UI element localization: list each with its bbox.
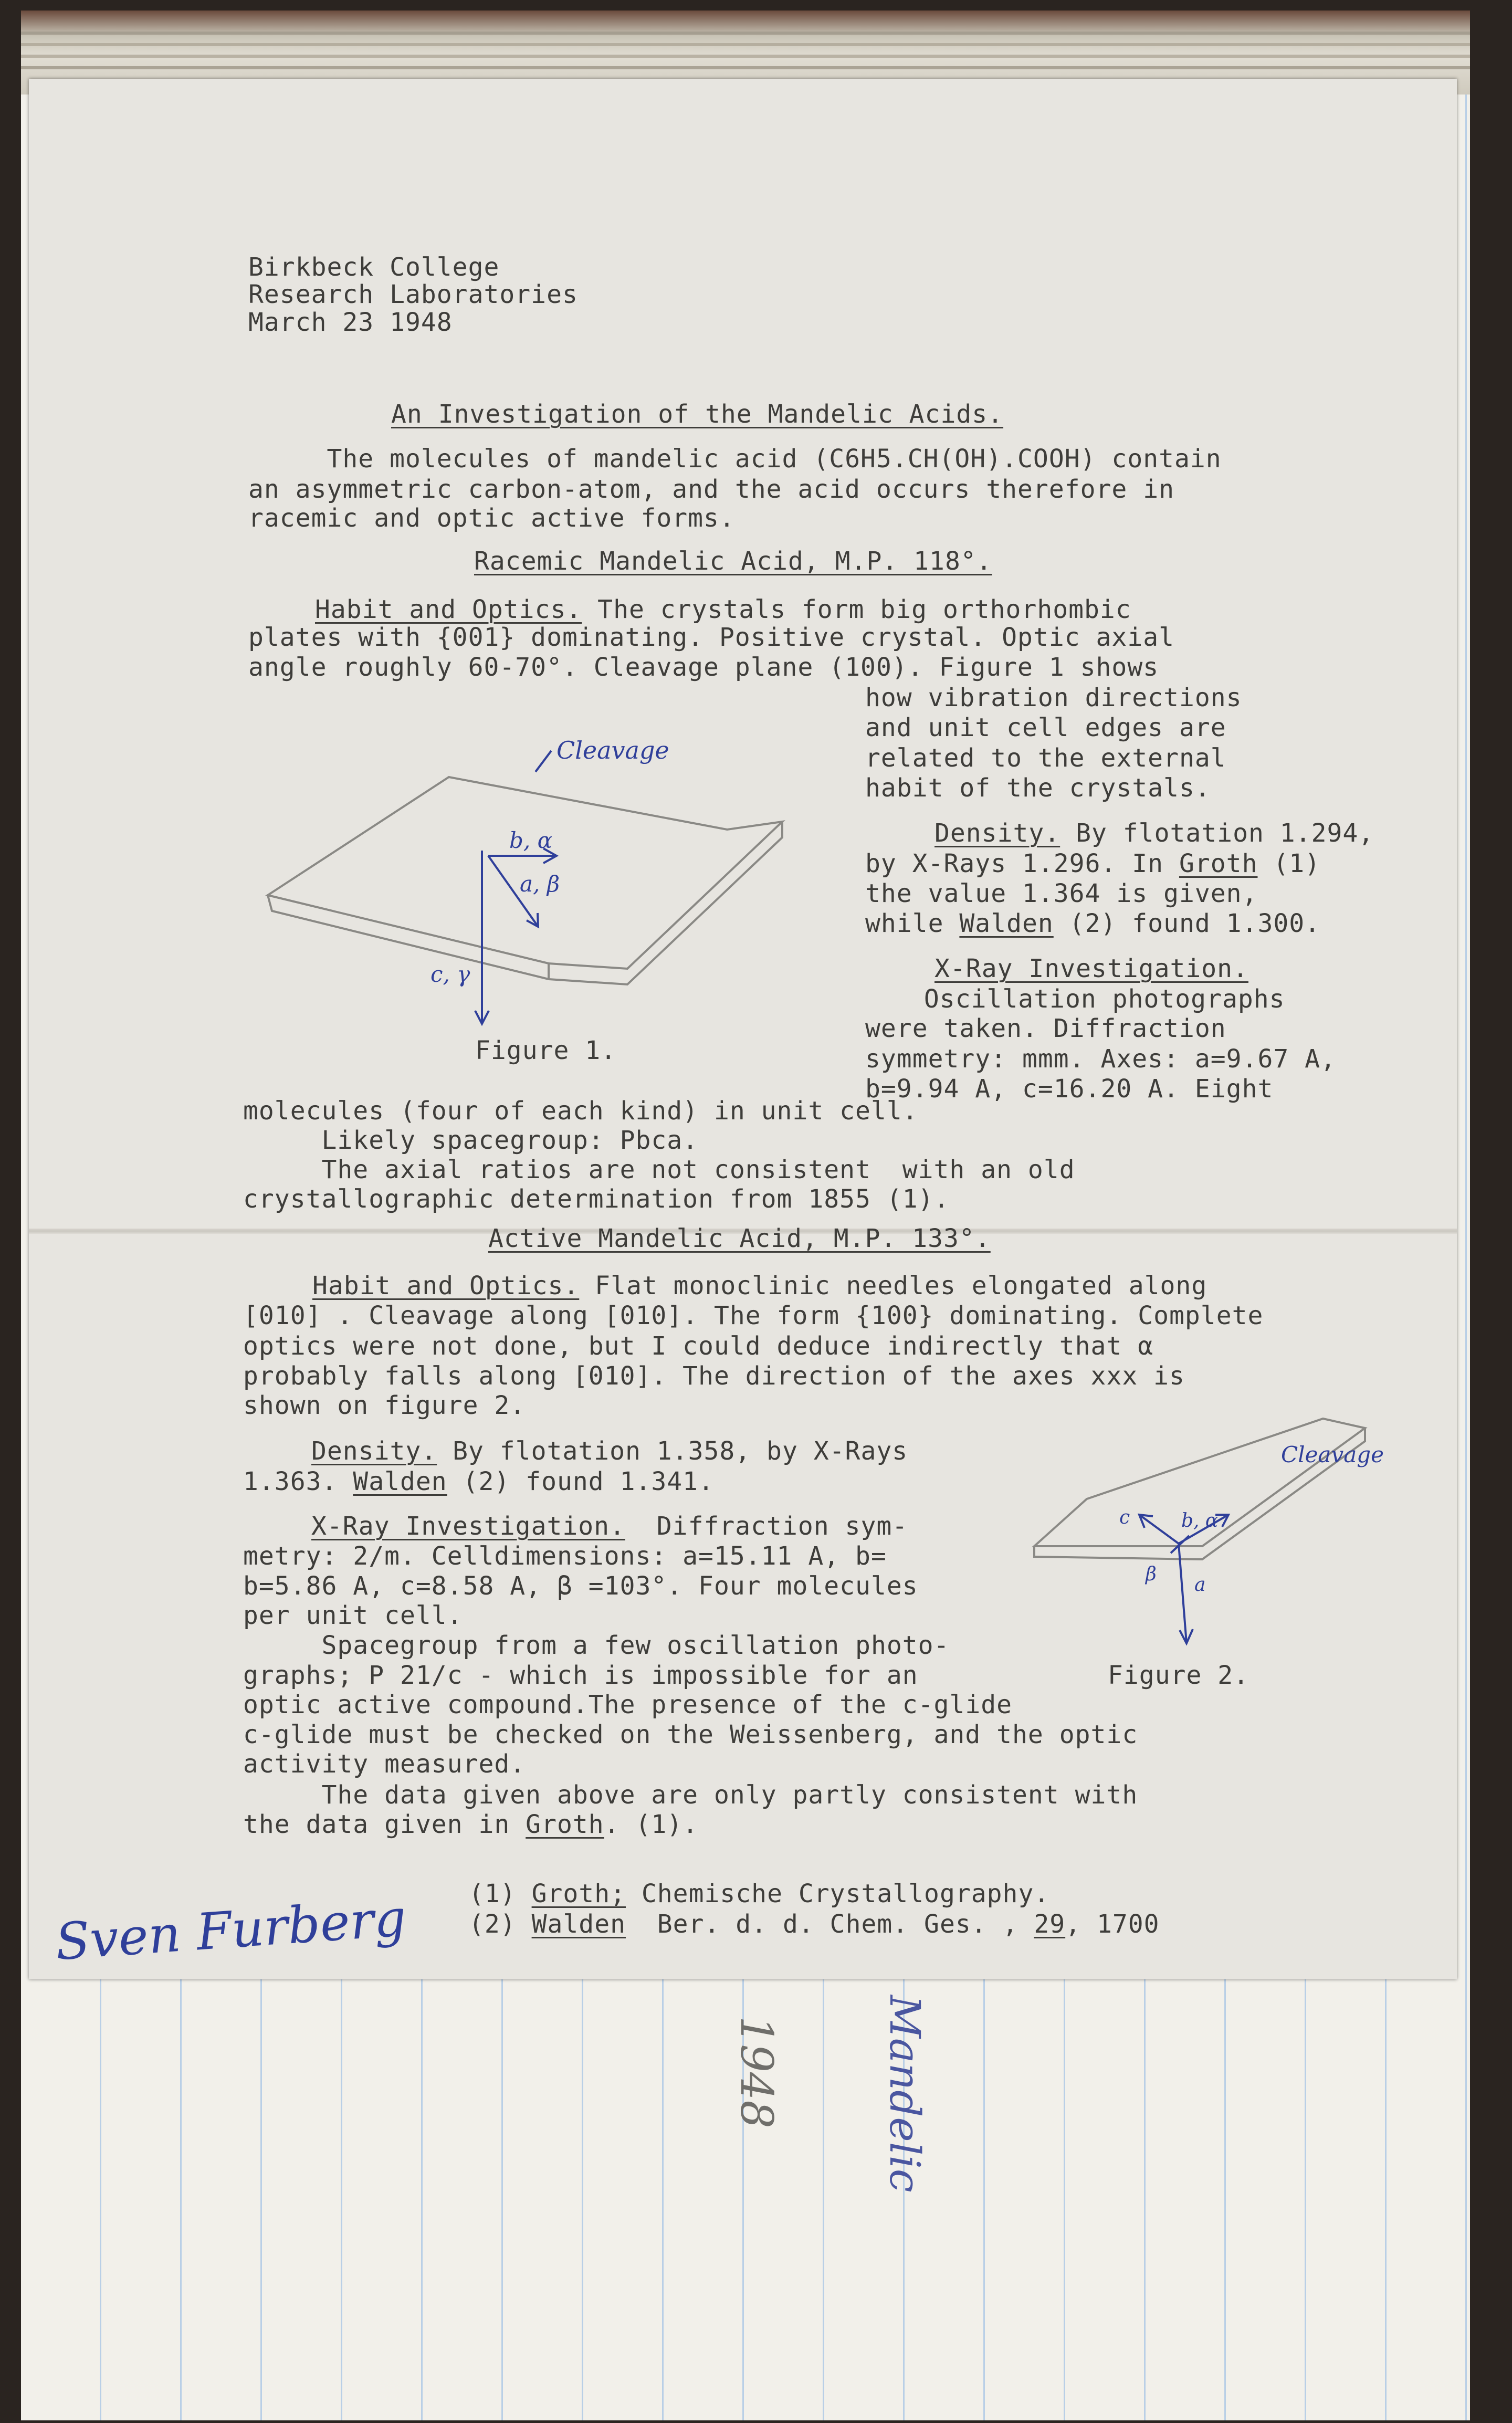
active-habit-line-3: optics were not done, but I could deduce indirectly that α [243,1331,1154,1361]
header-line-2: Research Laboratories [248,280,578,309]
racemic-density-line-1: Density. By flotation 1.294, [934,819,1374,848]
racemic-side-line-1: how vibration directions [865,683,1242,712]
header-line-1: Birkbeck College [248,253,500,282]
fig2-label-a: a [1194,1574,1206,1596]
racemic-side-line-4: habit of the crystals. [865,773,1211,803]
fig1-label-c-gamma: c, γ [430,961,470,987]
racemic-cont-line-2: Likely spacegroup: Pbca. [243,1126,699,1155]
figure-2-sketch [1029,1412,1396,1654]
notebook-margin-year: 1948 [731,2016,782,2128]
racemic-side-line-2: and unit cell edges are [865,713,1226,742]
fig1-label-cleavage: Cleavage [556,736,669,764]
active-xray-line-5: Spacegroup from a few oscillation photo- [243,1631,950,1660]
fig1-label-b-alpha: b, α [509,827,552,853]
racemic-habit-label: Habit and Optics. [315,595,582,624]
racemic-xray-line-1: Oscillation photographs [908,984,1285,1014]
active-xray-line-2: metry: 2/m. Celldimensions: a=15.11 A, b= [243,1541,887,1571]
figure-2-caption: Figure 2. [1108,1661,1250,1690]
active-density-line-2: 1.363. Walden (2) found 1.341. [243,1467,714,1496]
racemic-cont-line-4: crystallographic determination from 1855 (1). [243,1184,950,1214]
fig1-label-a-beta: a, β [520,871,560,897]
fig2-label-beta: β [1146,1564,1157,1585]
active-xray-line-11: the data given in Groth. (1). [243,1810,699,1839]
racemic-cont-line-3: The axial ratios are not consistent with an old [243,1155,1075,1184]
racemic-density-line-3: the value 1.364 is given, [865,879,1258,908]
intro-line-3: racemic and optic active forms. [248,504,735,533]
active-xray-line-3: b=5.86 A, c=8.58 A, β =103°. Four molecules [243,1571,918,1601]
handwritten-signature: Sven Furberg [53,1888,408,1972]
racemic-xray-line-2: were taken. Diffraction [865,1014,1226,1043]
document-title: An Investigation of the Mandelic Acids. [391,400,1004,429]
racemic-xray-line-3: symmetry: mmm. Axes: a=9.67 A, [865,1044,1336,1074]
reference-2: (2) Walden Ber. d. d. Chem. Ges. , 29, 1700 [469,1910,1160,1939]
racemic-density-line-4: while Walden (2) found 1.300. [865,909,1321,938]
active-xray-line-7: optic active compound.The presence of the c-glide [243,1690,1013,1719]
figure-1-caption: Figure 1. [475,1036,617,1065]
active-xray-line-6: graphs; P 21/c - which is impossible for an [243,1661,918,1690]
racemic-habit-line-1: Habit and Optics. The crystals form big orthorhombic [315,595,1131,624]
intro-line-2: an asymmetric carbon-atom, and the acid occurs therefore in [248,475,1175,504]
active-xray-line-4: per unit cell. [243,1601,463,1630]
active-xray-line-10: The data given above are only partly consistent with [243,1780,1138,1810]
racemic-heading: Racemic Mandelic Acid, M.P. 118°. [474,547,992,576]
active-habit-line-4: probably falls along [010]. The direction of the axes xxx is [243,1361,1185,1391]
active-habit-line-2: [010] . Cleavage along [010]. The form {100} dominating. Complete [243,1301,1264,1330]
racemic-xray-label: X-Ray Investigation. [934,954,1248,983]
racemic-habit-line-3: angle roughly 60-70°. Cleavage plane (100). Figure 1 shows [248,653,1159,682]
racemic-xray-line-4: b=9.94 A, c=16.20 A. Eight [865,1074,1274,1104]
fig2-label-c: c [1119,1507,1130,1528]
racemic-cont-line-1: molecules (four of each kind) in unit cell. [243,1096,918,1126]
figure-1-sketch [262,730,808,1045]
active-density-line-1: Density. By flotation 1.358, by X-Rays [311,1436,908,1466]
active-xray-line-8: c-glide must be checked on the Weissenberg, and the optic [243,1720,1138,1749]
intro-line-1: The molecules of mandelic acid (C6H5.CH(OH).COOH) contain [248,444,1222,474]
racemic-density-line-2: by X-Rays 1.296. In Groth (1) [865,849,1321,878]
racemic-habit-line-2: plates with {001} dominating. Positive crystal. Optic axial [248,623,1175,652]
active-habit-line-5: shown on figure 2. [243,1391,526,1420]
active-heading: Active Mandelic Acid, M.P. 133°. [488,1224,991,1253]
header-line-3: March 23 1948 [248,308,453,337]
fig2-label-b-alpha: b, α [1181,1510,1219,1532]
active-xray-line-1: X-Ray Investigation. Diffraction sym- [311,1512,908,1541]
active-xray-line-9: activity measured. [243,1749,526,1779]
reference-1: (1) Groth; Chemische Crystallography. [469,1879,1050,1908]
active-habit-line-1: Habit and Optics. Flat monoclinic needles elongated along [312,1271,1208,1300]
fig2-label-cleavage: Cleavage [1281,1442,1384,1467]
racemic-side-line-3: related to the external [865,743,1226,773]
notebook-margin-word: Mandelic [880,1995,929,2193]
